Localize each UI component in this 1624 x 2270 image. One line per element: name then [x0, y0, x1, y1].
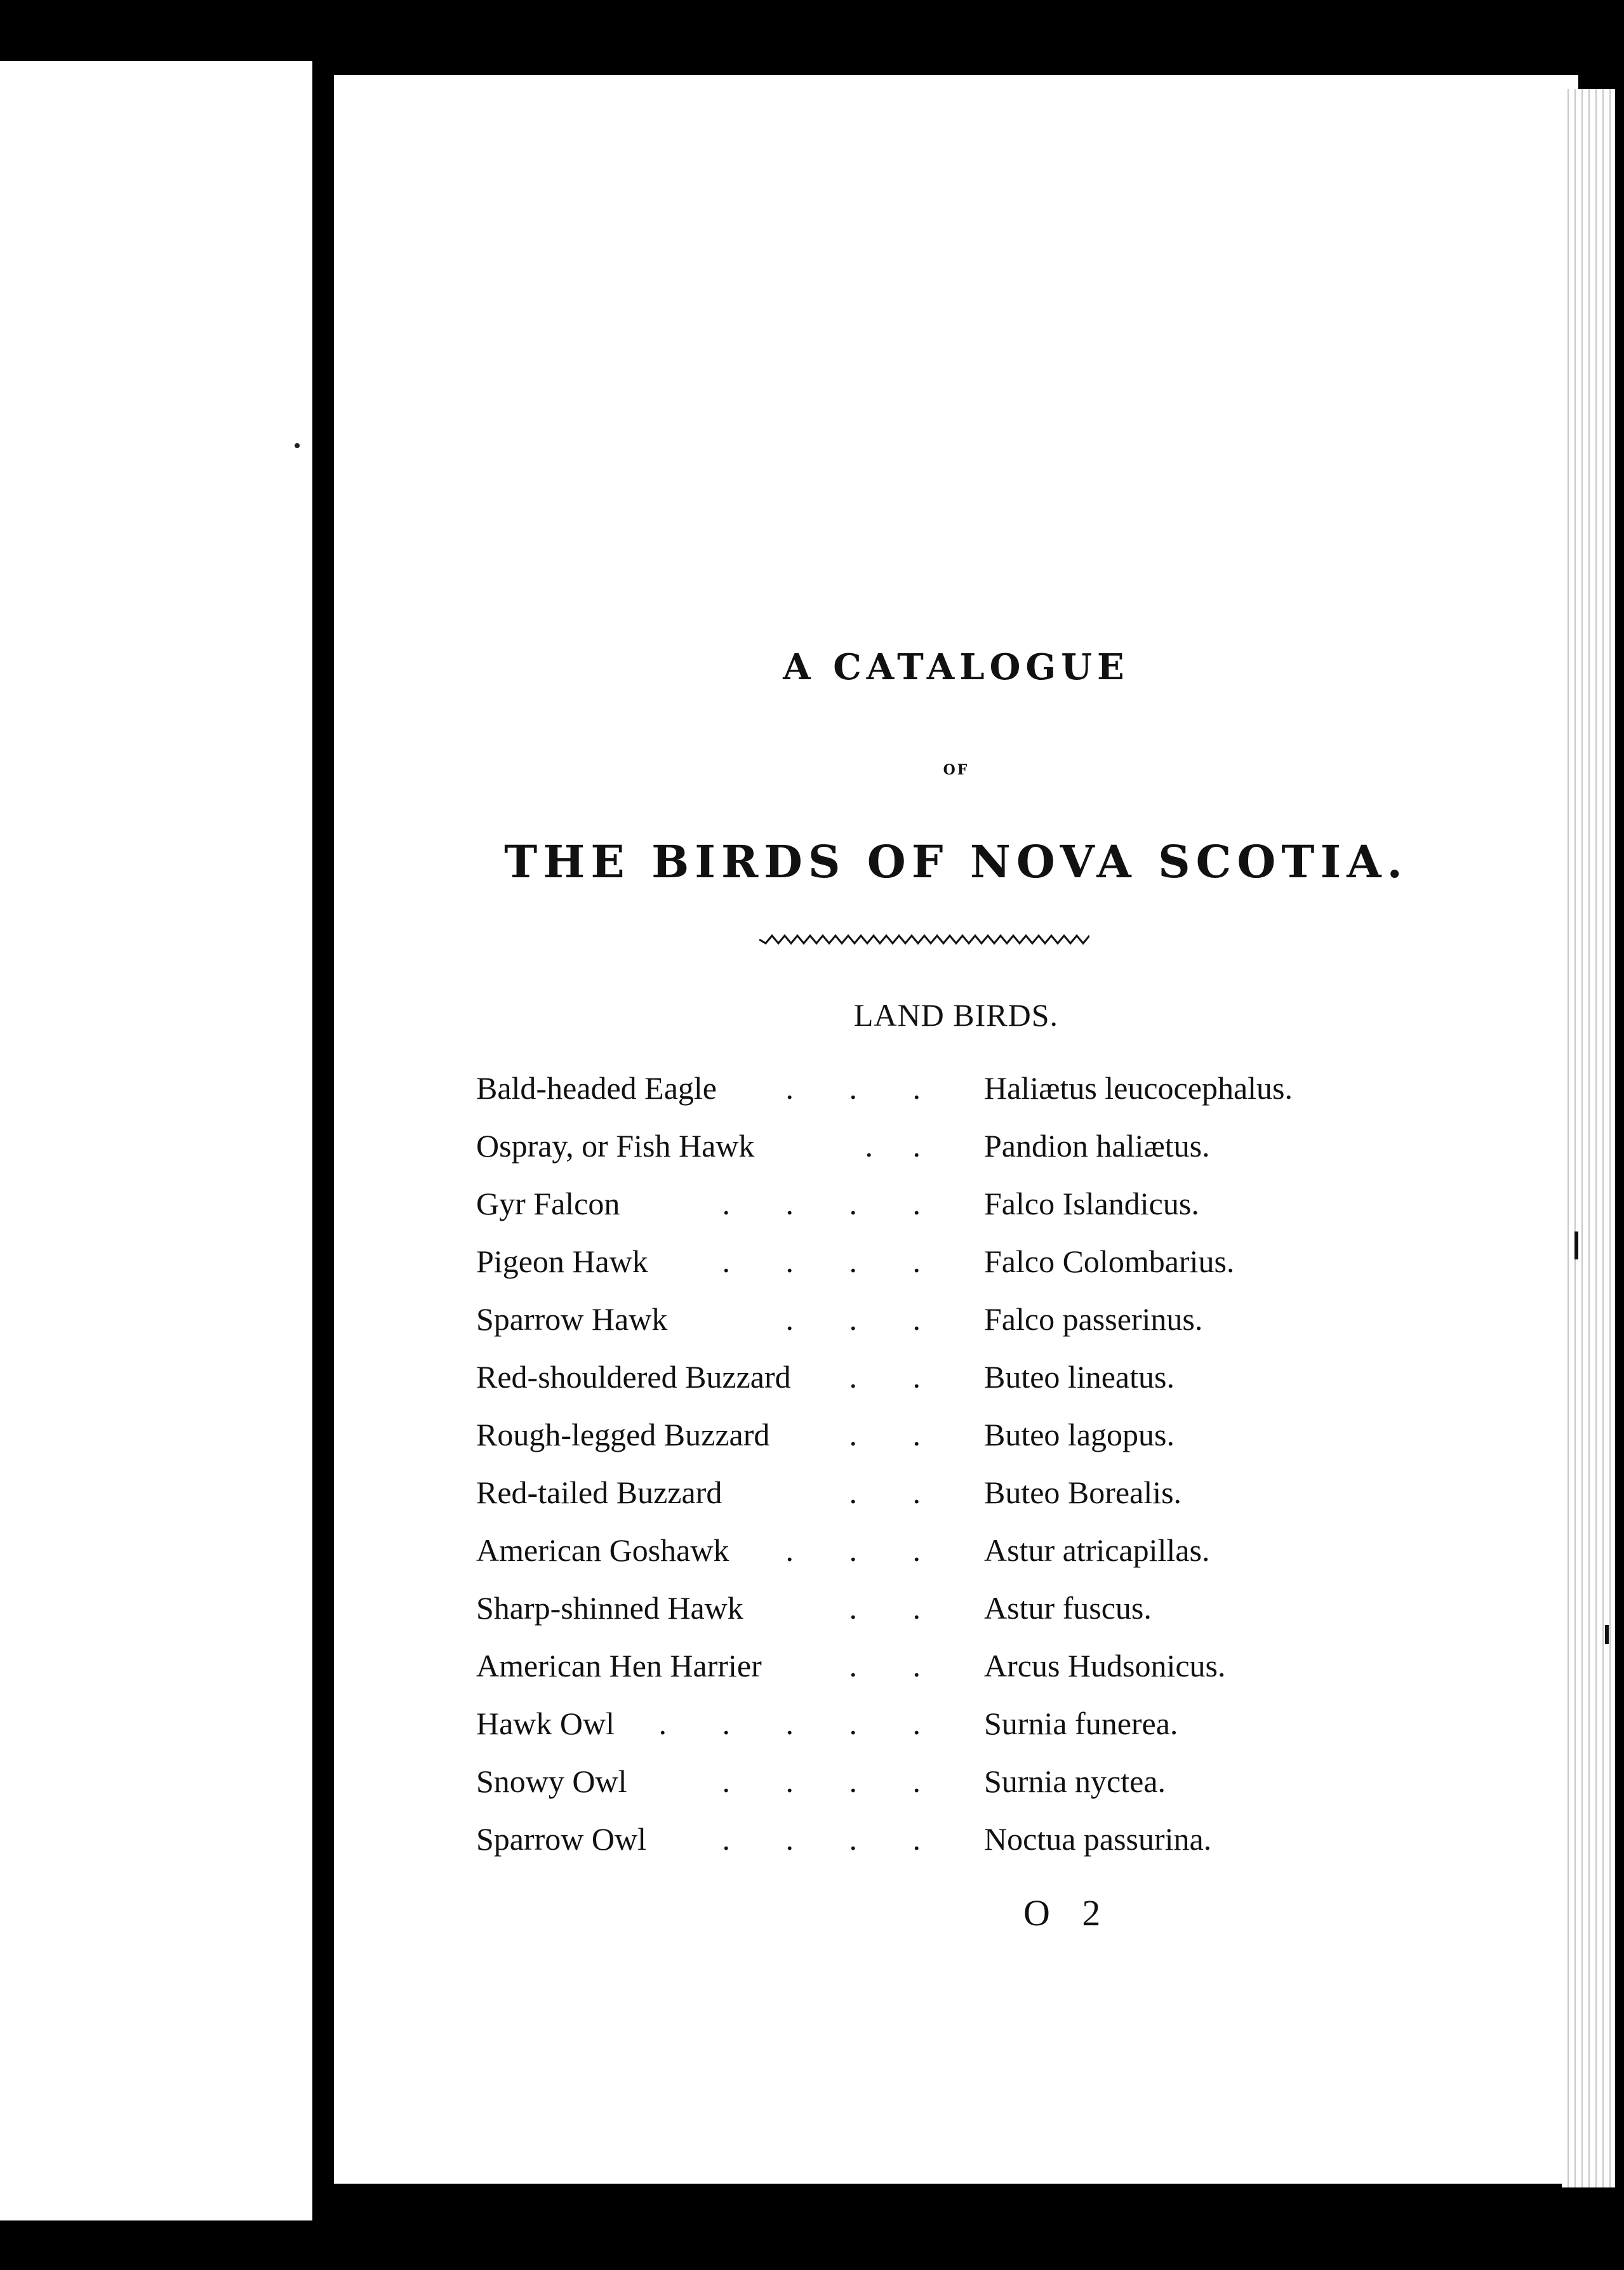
dot-leader: . . [849, 1475, 921, 1510]
edge-mark [1605, 1625, 1609, 1644]
scientific-name: Haliætus leucocephalus. [984, 1070, 1293, 1106]
scientific-name: Noctua passurina. [984, 1821, 1212, 1857]
main-title: THE BIRDS OF NOVA SCOTIA. [504, 835, 1408, 888]
dot-leader: . . . [785, 1532, 921, 1568]
dot-leader: . . . . [722, 1186, 921, 1221]
dot-leader: . . [849, 1359, 921, 1395]
dot-leader: . . [865, 1128, 921, 1164]
dot-leader: . . [849, 1648, 921, 1683]
common-name: Snowy Owl [476, 1763, 627, 1799]
list-item [476, 1243, 1378, 1301]
list-item [476, 1821, 1378, 1878]
page-edges [1562, 89, 1615, 2187]
dot-leader: . . [849, 1417, 921, 1452]
list-item [476, 1474, 1378, 1532]
dot-leader: . . . . [722, 1763, 921, 1799]
list-item [476, 1705, 1378, 1763]
dot-leader: . . . . [722, 1821, 921, 1857]
list-item [476, 1647, 1378, 1705]
dot-leader: . . . . [722, 1244, 921, 1279]
scientific-name: Astur fuscus. [984, 1590, 1152, 1626]
scientific-name: Astur atricapillas. [984, 1532, 1210, 1568]
list-item [476, 1358, 1378, 1416]
common-name: Red-tailed Buzzard [476, 1475, 722, 1510]
common-name: American Hen Harrier [476, 1648, 762, 1683]
common-name: Gyr Falcon [476, 1186, 620, 1221]
edge-mark [1574, 1231, 1578, 1259]
scientific-name: Buteo lagopus. [984, 1417, 1175, 1452]
scientific-name: Pandion haliætus. [984, 1128, 1210, 1164]
bird-list [476, 1070, 1378, 1878]
page-signature: O 2 [1023, 1892, 1112, 1934]
scientific-name: Falco Islandicus. [984, 1186, 1199, 1221]
left-blank-page [0, 61, 312, 2220]
list-item [476, 1127, 1378, 1185]
title-connector: OF [943, 762, 969, 778]
dot-leader: . . . [785, 1301, 921, 1337]
dot-leader: . . . [785, 1070, 921, 1106]
common-name: American Goshawk [476, 1532, 729, 1568]
common-name: Sparrow Owl [476, 1821, 647, 1857]
list-item [476, 1185, 1378, 1243]
list-item [476, 1301, 1378, 1358]
common-name: Red-shouldered Buzzard [476, 1359, 791, 1395]
scientific-name: Buteo lineatus. [984, 1359, 1175, 1395]
scientific-name: Surnia funerea. [984, 1706, 1178, 1741]
scientific-name: Falco Colombarius. [984, 1244, 1235, 1279]
list-item [476, 1532, 1378, 1590]
common-name: Bald-headed Eagle [476, 1070, 717, 1106]
common-name: Sharp-shinned Hawk [476, 1590, 743, 1626]
scientific-name: Surnia nyctea. [984, 1763, 1166, 1799]
list-item [476, 1763, 1378, 1821]
wavy-rule-ornament [759, 931, 1089, 948]
list-item [476, 1416, 1378, 1474]
scientific-name: Falco passerinus. [984, 1301, 1203, 1337]
dot-leader: . . . . . [658, 1706, 921, 1741]
section-heading: LAND BIRDS. [853, 997, 1059, 1033]
dot-leader: . . [849, 1590, 921, 1626]
scientific-name: Arcus Hudsonicus. [984, 1648, 1226, 1683]
catalogue-title: A CATALOGUE [783, 646, 1129, 688]
scientific-name: Buteo Borealis. [984, 1475, 1182, 1510]
common-name: Hawk Owl [476, 1706, 615, 1741]
common-name: Rough-legged Buzzard [476, 1417, 770, 1452]
left-page-speck [295, 443, 300, 448]
list-item [476, 1590, 1378, 1647]
list-item [476, 1070, 1378, 1127]
common-name: Ospray, or Fish Hawk [476, 1128, 755, 1164]
common-name: Sparrow Hawk [476, 1301, 668, 1337]
common-name: Pigeon Hawk [476, 1244, 648, 1279]
